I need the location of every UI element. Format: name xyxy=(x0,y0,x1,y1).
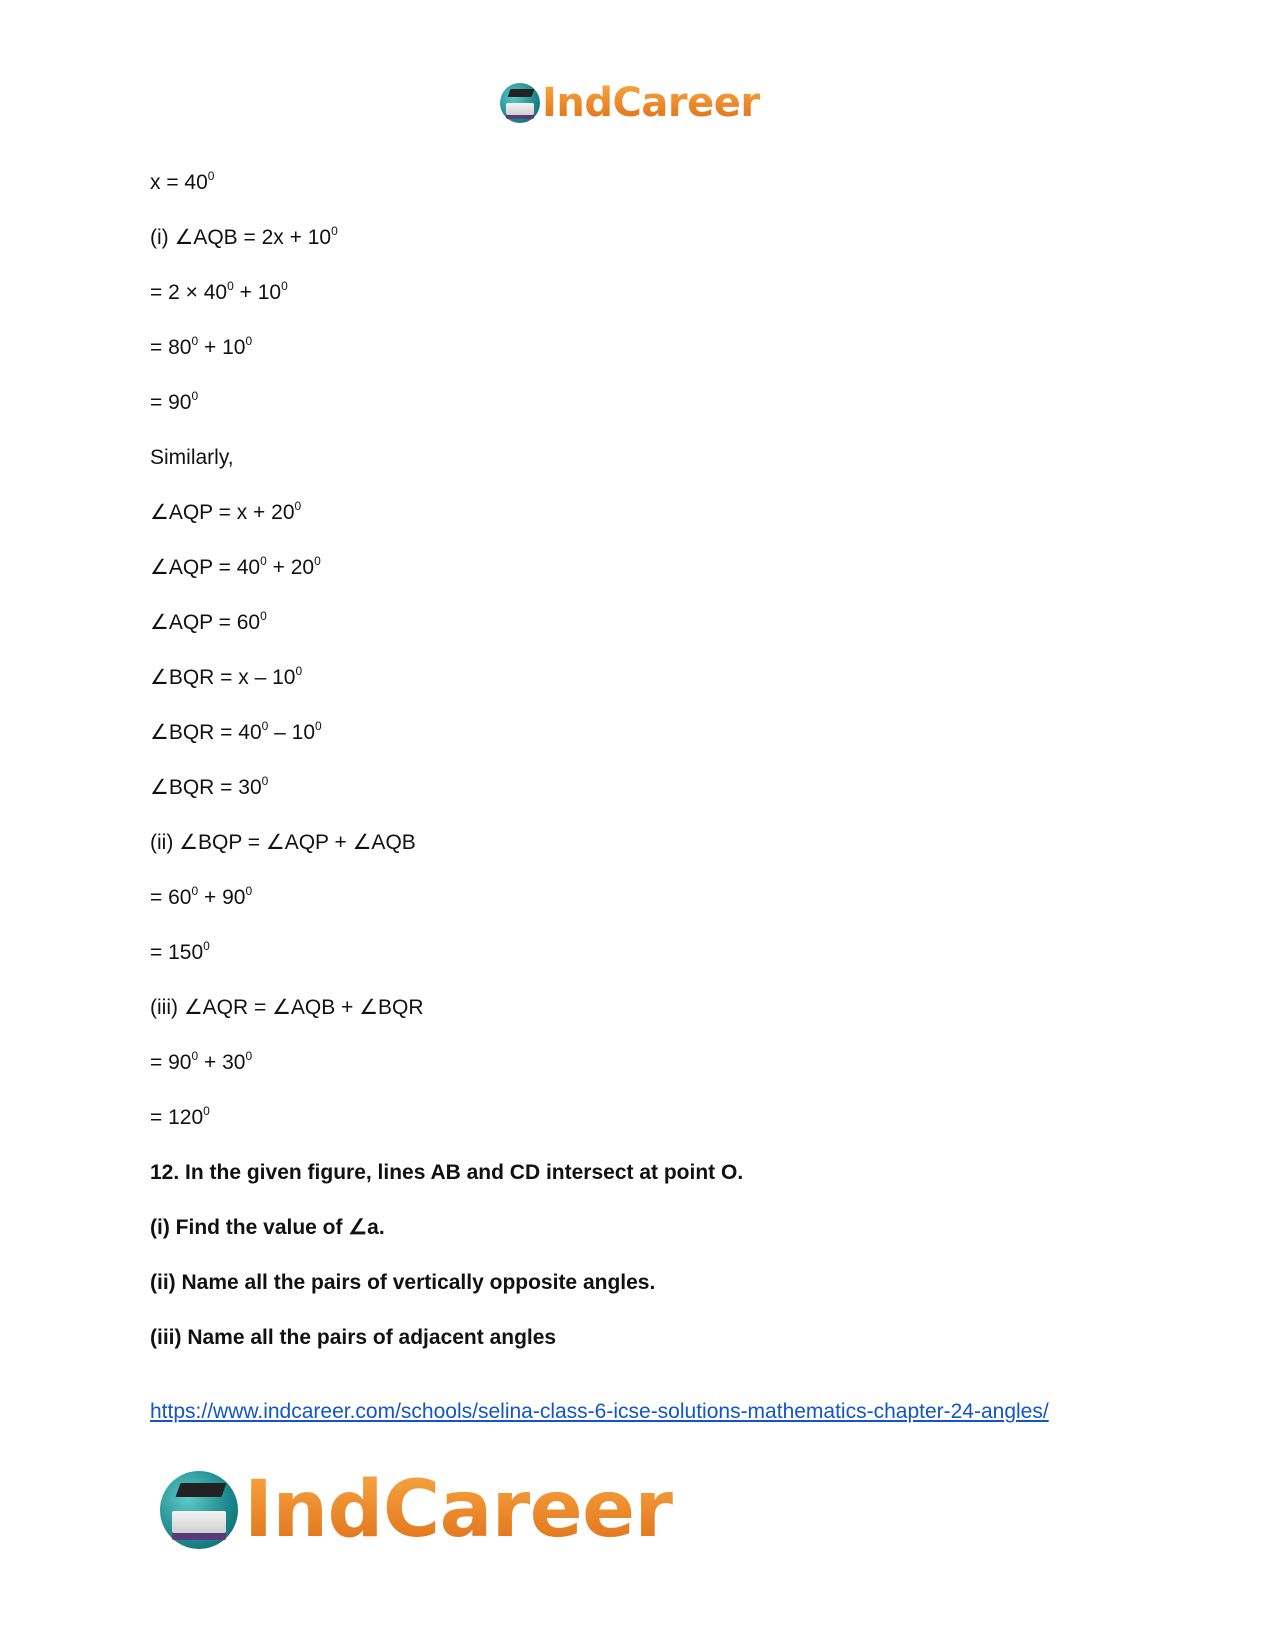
footer-logo xyxy=(160,1465,673,1555)
solution-line: = $120^0$ xyxy=(150,1104,210,1129)
solution-content xyxy=(150,170,1140,1380)
question-part: (iii) Name all the pairs of adjacent angles xyxy=(150,1326,557,1349)
header-logo xyxy=(500,78,760,128)
solution-line: (i) ∠AQB = $2x + 10^0$ xyxy=(150,224,338,249)
solution-line: ∠AQP = $60^0$ xyxy=(150,609,267,634)
solution-line: = $90^0$ xyxy=(150,389,199,414)
solution-line: = $60^0 + 90^0$ xyxy=(150,884,253,909)
source-link[interactable]: https://www.indcareer.com/schools/selina-class-6-icse-solutions-mathematics-chapter-24-angles/ xyxy=(150,1400,1049,1423)
solution-line: = $90^0 + 30^0$ xyxy=(150,1049,253,1074)
question-part: (i) Find the value of ∠a. xyxy=(150,1216,385,1239)
solution-line: Similarly, xyxy=(150,446,234,469)
solution-line: $x = 40^0$ xyxy=(150,169,215,194)
graduation-globe-icon xyxy=(500,83,540,123)
header-logo-text: IndCareer xyxy=(542,80,760,126)
solution-line: ∠BQR = $40^0 - 10^0$ xyxy=(150,719,322,744)
solution-line: ∠BQR = x – $10^0$ xyxy=(150,664,303,689)
solution-line: (iii) ∠AQR = ∠AQB + ∠BQR xyxy=(150,996,424,1019)
solution-line: ∠BQR = $30^0$ xyxy=(150,774,269,799)
solution-line: = $80^0 + 10^0$ xyxy=(150,334,253,359)
solution-line: = $2 \times 40^0 + 10^0$ xyxy=(150,279,288,304)
graduation-globe-icon xyxy=(160,1471,238,1549)
question-title: 12. In the given figure, lines AB and CD intersect at point O. xyxy=(150,1161,744,1184)
solution-line: ∠AQP = $x + 20^0$ xyxy=(150,499,302,524)
footer-logo-text: IndCareer xyxy=(244,1465,673,1555)
solution-line: (ii) ∠BQP = ∠AQP + ∠AQB xyxy=(150,831,416,854)
question-part: (ii) Name all the pairs of vertically opposite angles. xyxy=(150,1271,656,1294)
solution-line: = $150^0$ xyxy=(150,939,210,964)
solution-line: ∠AQP = $40^0 + 20^0$ xyxy=(150,554,321,579)
